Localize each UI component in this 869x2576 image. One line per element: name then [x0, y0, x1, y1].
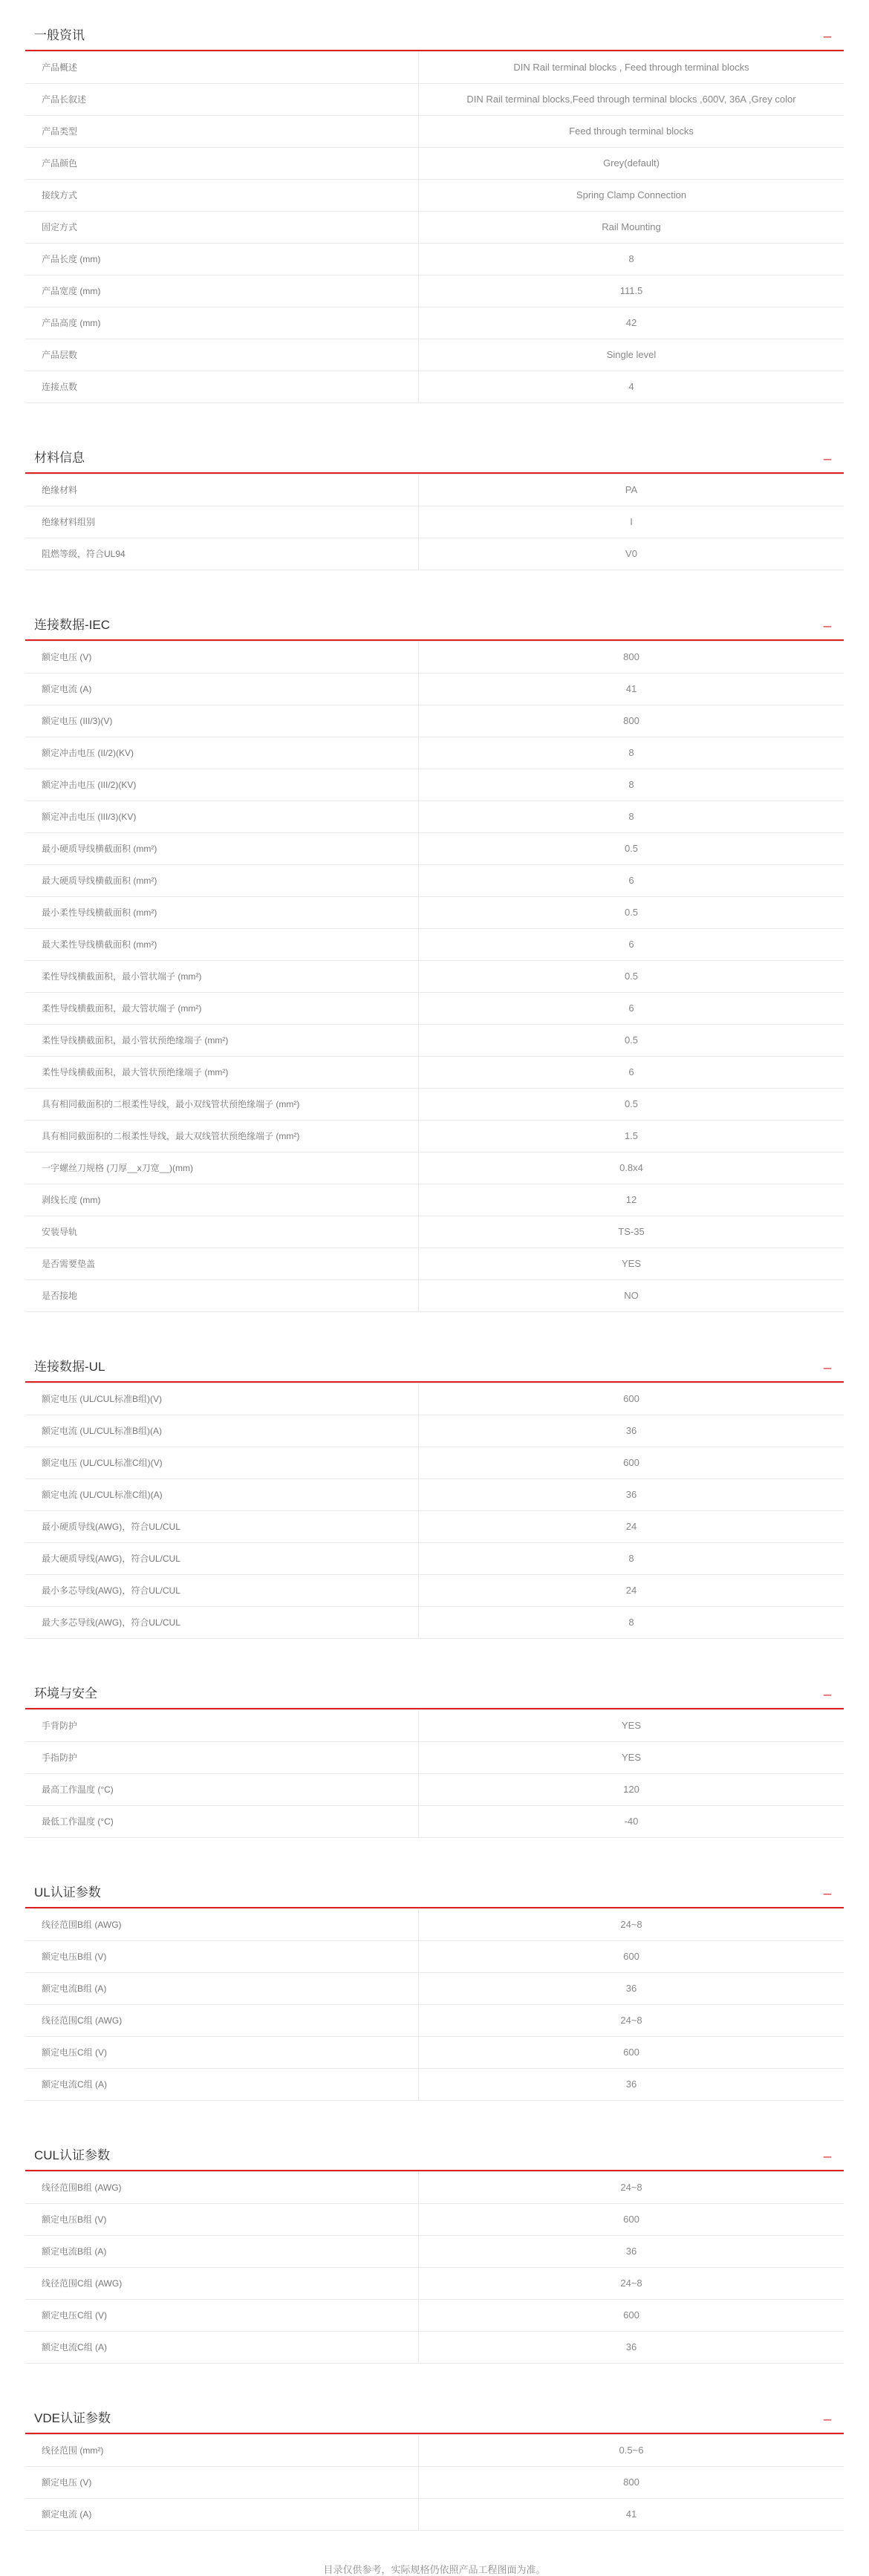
spec-label: 安装导轨 — [25, 1216, 419, 1248]
spec-table — [25, 2171, 844, 2364]
section-title: UL认证参数 — [34, 1885, 101, 1900]
spec-row — [25, 116, 844, 148]
spec-value: 12 — [625, 1194, 637, 1205]
spec-label: 阻燃等级，符合UL94 — [25, 538, 419, 570]
spec-label: 绝缘材料 — [25, 475, 419, 506]
spec-label: 手背防护 — [25, 1710, 419, 1741]
spec-row — [25, 1447, 844, 1479]
spec-row — [25, 801, 844, 833]
spec-table — [25, 1908, 844, 2101]
spec-label: 额定冲击电压 (III/3)(KV) — [25, 801, 419, 832]
section-title: 连接数据-UL — [34, 1360, 105, 1374]
section-header[interactable] — [25, 431, 844, 474]
section-title: 连接数据-IEC — [34, 618, 110, 632]
spec-row — [25, 1575, 844, 1607]
spec-row — [25, 307, 844, 339]
spec-row — [25, 1941, 844, 1973]
spec-value: Spring Clamp Connection — [576, 189, 687, 200]
spec-label: 连接点数 — [25, 371, 419, 402]
section-header[interactable] — [25, 1340, 844, 1383]
spec-label: 额定冲击电压 (II/2)(KV) — [25, 737, 419, 769]
spec-label: 额定电流C组 (A) — [25, 2069, 419, 2100]
spec-value: Grey(default) — [603, 157, 660, 169]
collapse-icon[interactable]: _ — [823, 23, 831, 38]
section-header[interactable] — [25, 1866, 844, 1908]
spec-row — [25, 1415, 844, 1447]
spec-value: 36 — [625, 2078, 637, 2090]
spec-label: 额定电流 (A) — [25, 2499, 419, 2530]
spec-row — [25, 1806, 844, 1838]
spec-value: 36 — [625, 1983, 637, 1994]
spec-row — [25, 1280, 844, 1312]
spec-value: 8 — [628, 253, 634, 264]
spec-value: 8 — [628, 1617, 634, 1628]
spec-row — [25, 642, 844, 674]
spec-row — [25, 1383, 844, 1415]
spec-row — [25, 674, 844, 705]
spec-value: 41 — [625, 683, 637, 694]
spec-row — [25, 475, 844, 506]
spec-value: 24~8 — [620, 1919, 642, 1930]
spec-label: 额定电压 (UL/CUL标准C组)(V) — [25, 1447, 419, 1478]
spec-value: 800 — [623, 715, 639, 726]
spec-label: 额定电流B组 (A) — [25, 1973, 419, 2004]
spec-value: YES — [621, 1720, 641, 1731]
spec-value: 24 — [625, 1585, 637, 1596]
spec-label: 最大多芯导线(AWG)，符合UL/CUL — [25, 1607, 419, 1638]
spec-label: 额定电压 (V) — [25, 2467, 419, 2498]
spec-row — [25, 833, 844, 865]
spec-value: 36 — [625, 1425, 637, 1436]
spec-row — [25, 371, 844, 403]
spec-value: 24~8 — [620, 2277, 642, 2289]
spec-value: 0.5 — [624, 907, 639, 918]
collapse-icon[interactable]: _ — [823, 2406, 831, 2421]
spec-value: 36 — [625, 1489, 637, 1500]
spec-row — [25, 1543, 844, 1575]
spec-row — [25, 52, 844, 84]
spec-table — [25, 2434, 844, 2531]
spec-row — [25, 993, 844, 1025]
spec-value: 1.5 — [624, 1130, 639, 1141]
spec-label: 具有相同截面积的二根柔性导线，最大双线管状预绝缘端子 (mm²) — [25, 1121, 419, 1152]
spec-row — [25, 180, 844, 212]
spec-row — [25, 961, 844, 993]
spec-value: 6 — [628, 1066, 634, 1077]
spec-row — [25, 2467, 844, 2499]
spec-row — [25, 769, 844, 801]
spec-value: 600 — [623, 2047, 639, 2058]
spec-label: 最低工作温度 (°C) — [25, 1806, 419, 1837]
spec-label: 额定电流 (UL/CUL标准C组)(A) — [25, 1479, 419, 1510]
spec-row — [25, 2037, 844, 2069]
spec-label: 柔性导线横截面积，最小管状端子 (mm²) — [25, 961, 419, 992]
spec-row — [25, 2435, 844, 2467]
spec-label: 产品类型 — [25, 116, 419, 147]
spec-label: 额定电流B组 (A) — [25, 2236, 419, 2267]
spec-label: 是否接地 — [25, 1280, 419, 1311]
spec-table — [25, 1709, 844, 1838]
spec-value: Rail Mounting — [602, 221, 661, 232]
spec-value: I — [630, 516, 633, 527]
spec-row — [25, 212, 844, 244]
spec-row — [25, 2300, 844, 2332]
spec-value: 600 — [623, 1393, 639, 1404]
spec-label: 产品颜色 — [25, 148, 419, 179]
spec-label: 额定冲击电压 (III/2)(KV) — [25, 769, 419, 800]
spec-row — [25, 1121, 844, 1152]
spec-row — [25, 897, 844, 929]
spec-label: 额定电压C组 (V) — [25, 2037, 419, 2068]
spec-row — [25, 2236, 844, 2268]
spec-value: 6 — [628, 875, 634, 886]
spec-row — [25, 2332, 844, 2364]
section-header[interactable] — [25, 9, 844, 51]
spec-label: 是否需要垫盖 — [25, 1248, 419, 1279]
spec-value: YES — [621, 1752, 641, 1763]
spec-value: 600 — [623, 1951, 639, 1962]
spec-value: 0.8x4 — [619, 1162, 643, 1173]
section-title: 材料信息 — [34, 451, 85, 465]
spec-row — [25, 1973, 844, 2005]
spec-row — [25, 506, 844, 538]
spec-label: 线径范围C组 (AWG) — [25, 2005, 419, 2036]
spec-value: -40 — [624, 1816, 639, 1827]
spec-row — [25, 705, 844, 737]
spec-label: 额定电压B组 (V) — [25, 1941, 419, 1972]
spec-label: 线径范围B组 (AWG) — [25, 2172, 419, 2203]
spec-label: 柔性导线横截面积，最大管状端子 (mm²) — [25, 993, 419, 1024]
spec-row — [25, 244, 844, 275]
spec-label: 最小硬质导线横截面积 (mm²) — [25, 833, 419, 864]
spec-value: DIN Rail terminal blocks,Feed through terminal blocks ,600V, 36A ,Grey color — [466, 94, 796, 105]
spec-section — [25, 2392, 844, 2531]
spec-row — [25, 1089, 844, 1121]
spec-label: 额定电流 (UL/CUL标准B组)(A) — [25, 1415, 419, 1447]
spec-row — [25, 1248, 844, 1280]
spec-section — [25, 599, 844, 1312]
spec-row — [25, 1742, 844, 1774]
spec-section — [25, 1340, 844, 1639]
spec-row — [25, 1184, 844, 1216]
spec-label: 最小硬质导线(AWG)，符合UL/CUL — [25, 1511, 419, 1542]
spec-section — [25, 1866, 844, 2101]
spec-value: 0.5 — [624, 1034, 639, 1046]
spec-label: 最大硬质导线横截面积 (mm²) — [25, 865, 419, 896]
section-header[interactable] — [25, 1667, 844, 1709]
spec-label: 额定电流C组 (A) — [25, 2332, 419, 2363]
spec-label: 手指防护 — [25, 1742, 419, 1773]
spec-label: 剥线长度 (mm) — [25, 1184, 419, 1216]
spec-table — [25, 641, 844, 1312]
spec-row — [25, 2499, 844, 2531]
spec-label: 最高工作温度 (°C) — [25, 1774, 419, 1805]
collapse-icon[interactable]: _ — [823, 2143, 831, 2158]
spec-value: 111.5 — [619, 285, 643, 296]
collapse-icon[interactable]: _ — [823, 1880, 831, 1895]
spec-label: 额定电压B组 (V) — [25, 2204, 419, 2235]
spec-label: 绝缘材料组别 — [25, 506, 419, 538]
spec-value: YES — [621, 1258, 641, 1269]
spec-row — [25, 929, 844, 961]
spec-value: Feed through terminal blocks — [569, 125, 694, 137]
spec-label: 产品长度 (mm) — [25, 244, 419, 275]
spec-table — [25, 1383, 844, 1639]
spec-value: 800 — [623, 651, 639, 662]
spec-label: 最小柔性导线横截面积 (mm²) — [25, 897, 419, 928]
spec-value: 6 — [628, 1002, 634, 1014]
spec-label: 一字螺丝刀规格 (刀厚__x刀宽__)(mm) — [25, 1152, 419, 1184]
spec-row — [25, 1774, 844, 1806]
spec-section — [25, 2129, 844, 2364]
spec-row — [25, 2268, 844, 2300]
section-title: VDE认证参数 — [34, 2411, 111, 2425]
spec-value: 4 — [628, 381, 634, 392]
spec-label: 产品概述 — [25, 52, 419, 83]
spec-label: 最大硬质导线(AWG)，符合UL/CUL — [25, 1543, 419, 1574]
spec-value: 42 — [625, 317, 637, 328]
spec-value: Single level — [606, 349, 657, 360]
spec-row — [25, 2005, 844, 2037]
spec-label: 额定电压 (V) — [25, 642, 419, 673]
spec-row — [25, 1025, 844, 1057]
spec-label: 最大柔性导线横截面积 (mm²) — [25, 929, 419, 960]
spec-label: 产品宽度 (mm) — [25, 275, 419, 307]
spec-section — [25, 431, 844, 570]
spec-row — [25, 2069, 844, 2101]
spec-row — [25, 339, 844, 371]
spec-value: 600 — [623, 2309, 639, 2321]
spec-row — [25, 1479, 844, 1511]
spec-row — [25, 1216, 844, 1248]
spec-row — [25, 1710, 844, 1742]
spec-row — [25, 2204, 844, 2236]
spec-value: 36 — [625, 2246, 637, 2257]
footer-note: 目录仅供参考，实际规格仍依照产品工程图面为准。 — [323, 2564, 546, 2575]
spec-section — [25, 9, 844, 403]
spec-label: 接线方式 — [25, 180, 419, 211]
spec-value: 120 — [623, 1784, 639, 1795]
spec-label: 额定电流 (A) — [25, 674, 419, 705]
spec-section — [25, 1667, 844, 1838]
spec-value: 0.5~6 — [619, 2445, 644, 2456]
spec-value: 24 — [625, 1521, 637, 1532]
spec-label: 线径范围C组 (AWG) — [25, 2268, 419, 2299]
spec-value: 8 — [628, 1553, 634, 1564]
spec-value: 24~8 — [620, 2015, 642, 2026]
spec-row — [25, 737, 844, 769]
section-title: 一般资讯 — [34, 28, 85, 42]
spec-row — [25, 84, 844, 116]
spec-label: 具有相同截面积的二根柔性导线，最小双线管状预绝缘端子 (mm²) — [25, 1089, 419, 1120]
spec-label: 最小多芯导线(AWG)，符合UL/CUL — [25, 1575, 419, 1606]
spec-value: 600 — [623, 1457, 639, 1468]
spec-row — [25, 275, 844, 307]
spec-label: 额定电压 (UL/CUL标准B组)(V) — [25, 1383, 419, 1415]
spec-row — [25, 1607, 844, 1639]
spec-value: NO — [624, 1290, 639, 1301]
spec-value: 6 — [628, 939, 634, 950]
spec-value: V0 — [625, 548, 637, 559]
spec-label: 额定电压 (III/3)(V) — [25, 705, 419, 737]
spec-value: 24~8 — [620, 2182, 642, 2193]
section-title: 环境与安全 — [34, 1686, 97, 1701]
spec-value: 800 — [623, 2476, 639, 2488]
spec-value: TS-35 — [618, 1226, 645, 1237]
spec-value: 0.5 — [624, 971, 639, 982]
spec-value: PA — [625, 484, 638, 495]
section-title: CUL认证参数 — [34, 2148, 111, 2162]
spec-label: 线径范围 (mm²) — [25, 2435, 419, 2466]
spec-row — [25, 2172, 844, 2204]
spec-value: 8 — [628, 811, 634, 822]
section-header[interactable] — [25, 599, 844, 641]
spec-value: 36 — [625, 2341, 637, 2352]
spec-value: 0.5 — [624, 1098, 639, 1109]
spec-row — [25, 865, 844, 897]
spec-label: 柔性导线横截面积，最小管状预绝缘端子 (mm²) — [25, 1025, 419, 1056]
collapse-icon[interactable]: _ — [823, 1681, 831, 1696]
spec-row — [25, 538, 844, 570]
spec-row — [25, 1909, 844, 1941]
spec-table — [25, 51, 844, 403]
spec-label: 固定方式 — [25, 212, 419, 243]
collapse-icon[interactable]: _ — [823, 446, 831, 460]
spec-value: 41 — [625, 2508, 637, 2520]
spec-value: 8 — [628, 779, 634, 790]
spec-label: 产品长叙述 — [25, 84, 419, 115]
spec-row — [25, 1057, 844, 1089]
spec-value: DIN Rail terminal blocks , Feed through terminal blocks — [513, 62, 749, 73]
spec-row — [25, 148, 844, 180]
section-header[interactable] — [25, 2129, 844, 2171]
spec-label: 线径范围B组 (AWG) — [25, 1909, 419, 1940]
section-header[interactable] — [25, 2392, 844, 2434]
spec-label: 产品层数 — [25, 339, 419, 371]
spec-row — [25, 1152, 844, 1184]
spec-value: 600 — [623, 2214, 639, 2225]
collapse-icon[interactable]: _ — [823, 613, 831, 627]
spec-value: 0.5 — [624, 843, 639, 854]
spec-label: 产品高度 (mm) — [25, 307, 419, 339]
spec-table — [25, 474, 844, 570]
spec-label: 柔性导线横截面积，最大管状预绝缘端子 (mm²) — [25, 1057, 419, 1088]
spec-label: 额定电压C组 (V) — [25, 2300, 419, 2331]
collapse-icon[interactable]: _ — [823, 1354, 831, 1369]
spec-row — [25, 1511, 844, 1543]
spec-value: 8 — [628, 747, 634, 758]
